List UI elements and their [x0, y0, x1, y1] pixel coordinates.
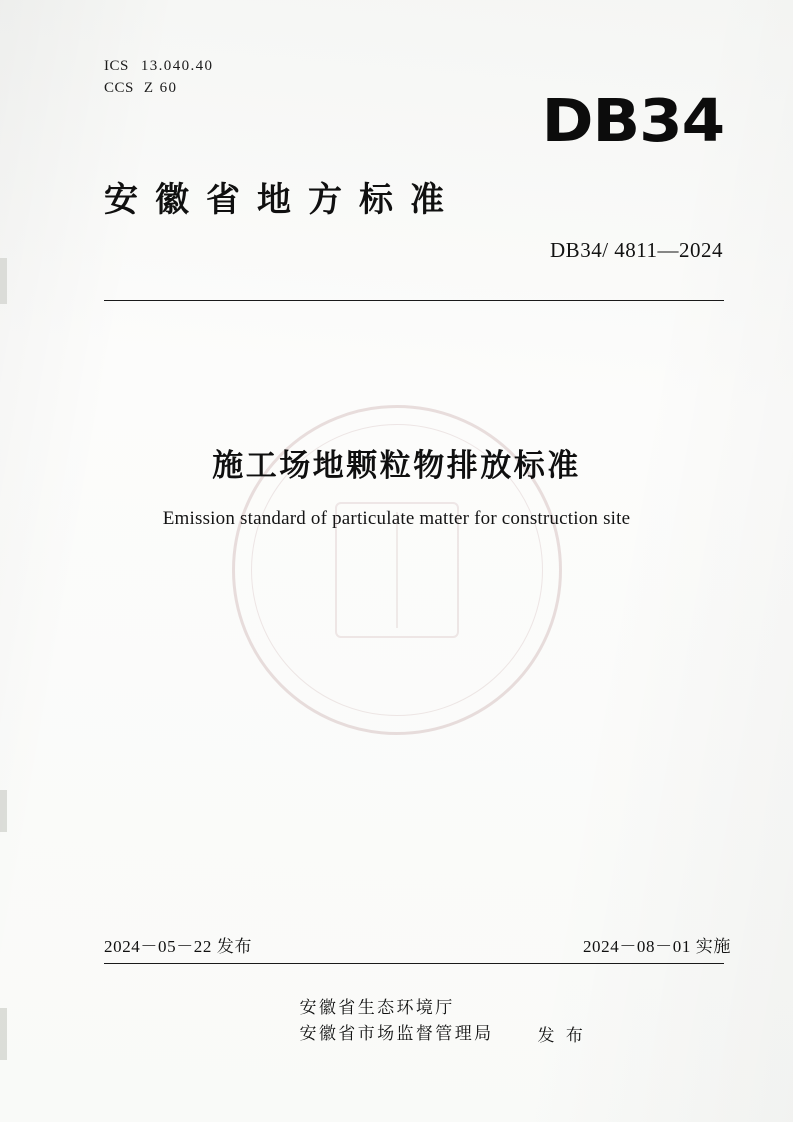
document-title-english: Emission standard of particulate matter for construction site: [162, 508, 631, 529]
scan-artifact: [0, 258, 7, 304]
publisher-release-label: 发 布: [537, 1026, 586, 1046]
publisher-line-2: 安徽省市场监督管理局: [299, 1024, 494, 1044]
document-title-chinese: 施工场地颗粒物排放标准: [212, 448, 581, 484]
standard-series-title: 安徽省地方标准: [104, 180, 461, 220]
publisher-line-1: 安徽省生态环境厅: [299, 998, 455, 1018]
effective-date: 2024－08－01 实施: [582, 937, 731, 956]
ics-label: ICS: [104, 58, 129, 74]
db34-logo: DB34: [541, 86, 724, 155]
issue-date: 2024－05－22 发布: [104, 937, 253, 956]
publisher-block: [0, 995, 793, 1047]
ics-line: [104, 58, 724, 75]
publisher-rows: [299, 995, 586, 1047]
divider-bottom: [104, 963, 724, 964]
ccs-value: Z 60: [143, 80, 178, 96]
header-block: [104, 58, 724, 155]
ics-value: 13.040.40: [140, 58, 214, 74]
divider-top: [104, 300, 724, 301]
scan-artifact: [0, 790, 7, 832]
standard-code: DB34/ 4811—2024: [550, 238, 723, 262]
ccs-label: CCS: [104, 80, 134, 96]
